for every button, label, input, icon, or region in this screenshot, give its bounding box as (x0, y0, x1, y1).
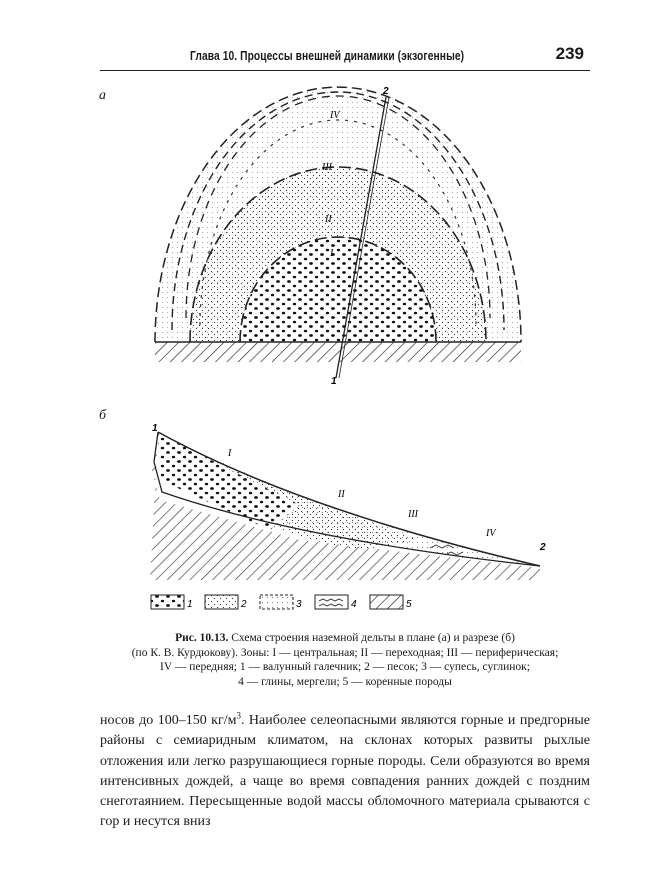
section-view (150, 423, 546, 580)
zone-label-iv-section: IV (486, 528, 496, 539)
legend-swatch-loam (260, 595, 293, 609)
zone-label-ii-plan: II (325, 214, 332, 225)
caption-title: Рис. 10.13. (175, 632, 229, 644)
zone-label-i-section: I (228, 448, 232, 459)
caption-line-3: IV — передняя; 1 — валунный галечник; 2 — песок; 3 — супесь, суглинок; (160, 661, 530, 673)
legend-swatch-gravel (151, 595, 184, 609)
caption-line-1: Рис. 10.13. Схема строения наземной дельты в плане (а) и разрезе (б) (175, 632, 515, 644)
zone-label-iv-plan: IV (330, 110, 340, 121)
legend-swatch-bedrock (370, 595, 403, 609)
legend-num-4: 4 (351, 599, 357, 610)
legend-swatch-sand (205, 595, 238, 609)
legend-swatch-clay (315, 595, 348, 609)
chapter-title: Глава 10. Процессы внешней динамики (экзогенные) (190, 49, 465, 63)
point-2-section: 2 (540, 542, 546, 553)
legend (151, 595, 412, 610)
zone-label-ii-section: II (338, 489, 345, 500)
plan-view (155, 86, 521, 387)
point-2-plan: 2 (383, 86, 389, 97)
point-1-plan: 1 (331, 376, 337, 387)
zone-label-iii-section: III (408, 509, 418, 520)
point-1-section: 1 (152, 423, 158, 434)
legend-num-1: 1 (187, 599, 193, 610)
caption-line-2: (по К. В. Курдюкову). Зоны: I — центральная; II — переходная; III — периферическая; (131, 646, 559, 659)
legend-num-3: 3 (296, 599, 302, 610)
body-text (100, 711, 590, 833)
legend-num-5: 5 (406, 599, 412, 610)
zone-label-iii-plan: III (322, 162, 332, 173)
caption-line-4: 4 — глины, мергели; 5 — коренные породы (238, 675, 452, 688)
panel-b-label: б (99, 408, 107, 423)
figure-caption (100, 631, 590, 689)
body-paragraph: носов до 100–150 $кг/м^3$. Наиболее селеопасными являются горные и предгорные районы с семиаридным климатом, на склонах которых развиты рыхлые отложения или легко разрушающиеся горные породы. Сели образуются во время интенсивных дождей, а чаще во время совпадения ранних дождей с поздним снеготаянием. Пересыщенные водой массы обломочного материала срываются с гор и несутся вниз (100, 710, 590, 830)
panel-a-label: а (99, 88, 106, 103)
legend-num-2: 2 (241, 599, 247, 610)
page-number: 239 (555, 44, 584, 63)
zone-label-i-plan: I (330, 248, 334, 259)
